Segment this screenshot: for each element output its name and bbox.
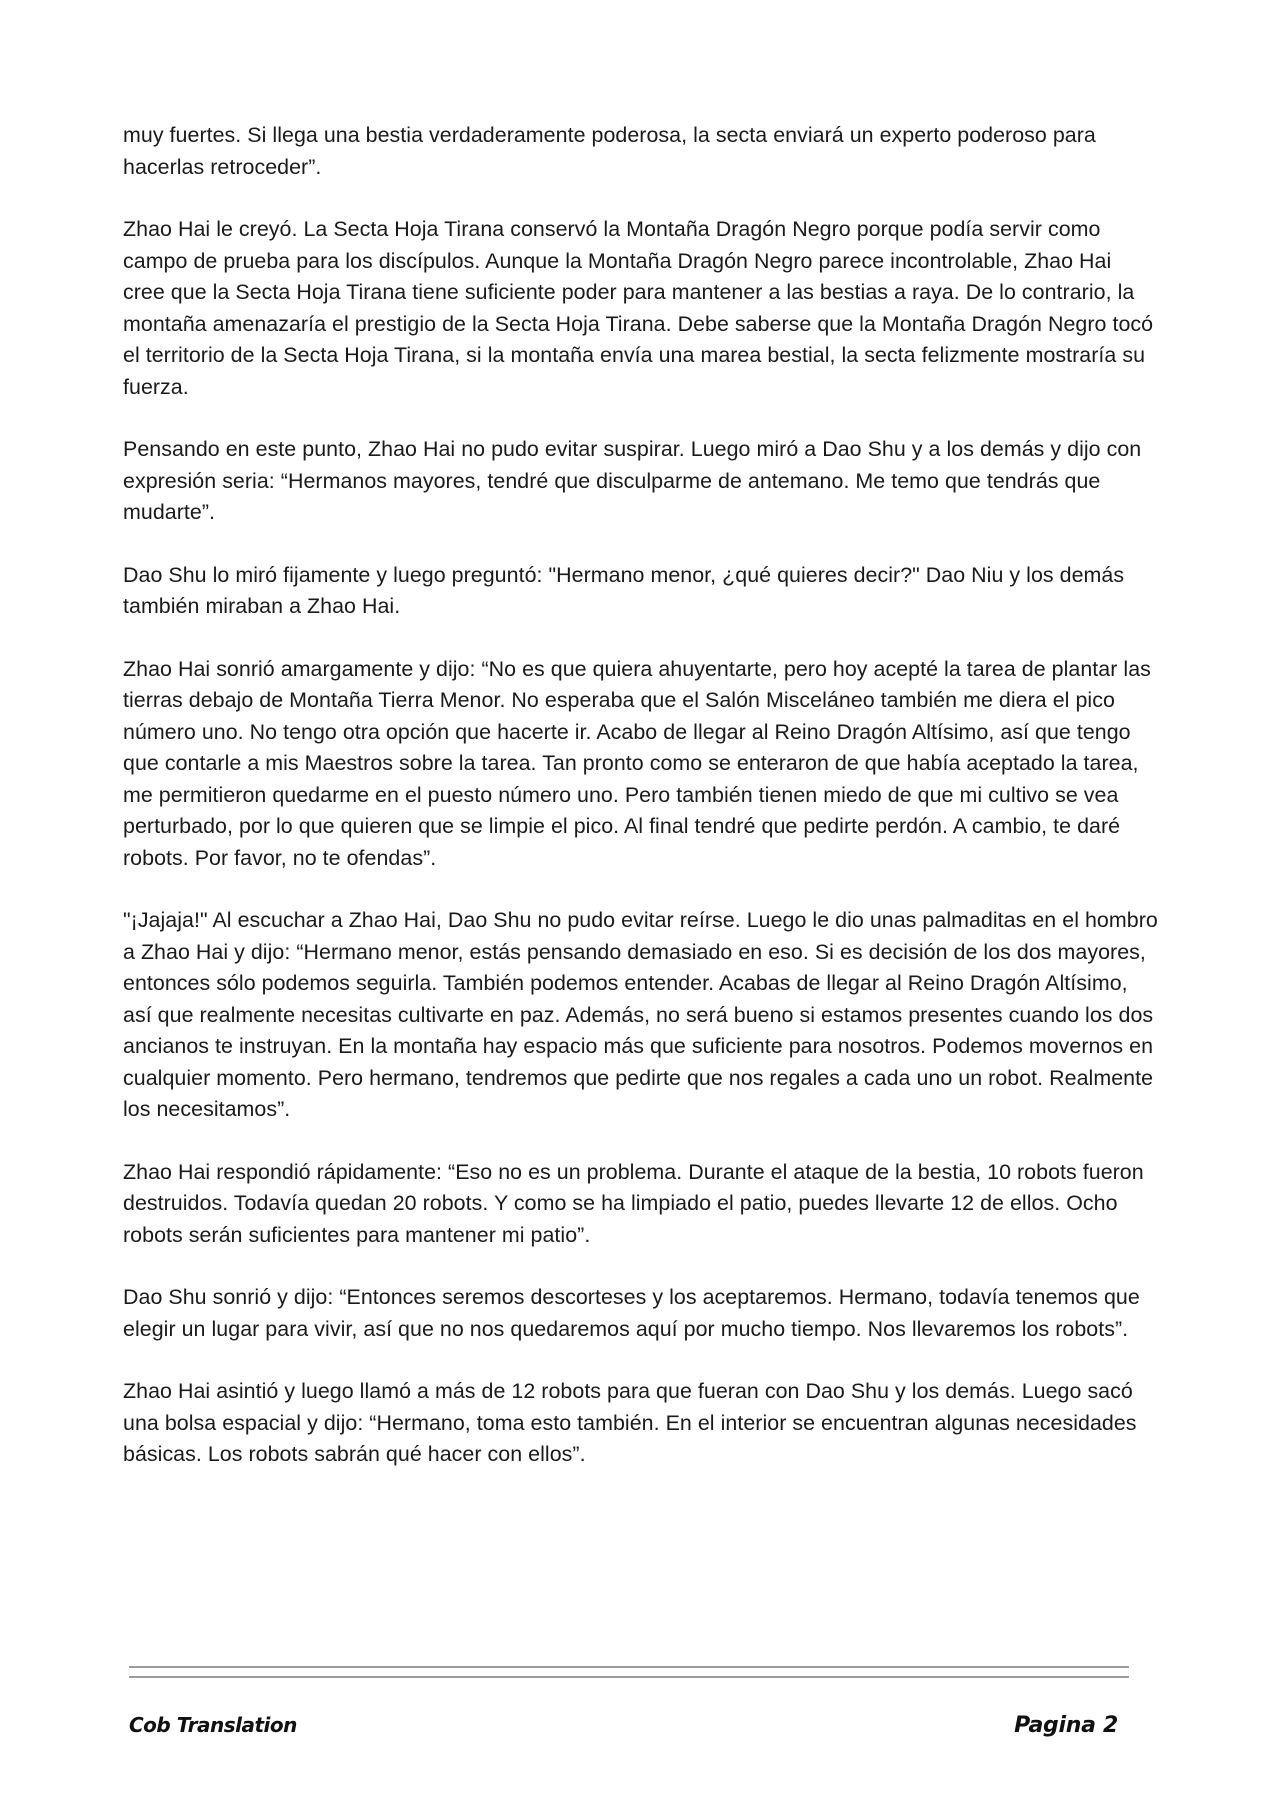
paragraph: Zhao Hai asintió y luego llamó a más de 12 robots para que fueran con Dao Shu y los demás. Luego sacó una bolsa espacial y dijo: “Hermano, toma esto también. En el interior se encuentran algunas necesidades básicas. Los robots sabrán qué hacer con ellos”. — [123, 1379, 1137, 1466]
footer-divider-top — [129, 1666, 1129, 1668]
footer-publisher: Cob Translation — [129, 1713, 297, 1737]
paragraph: Zhao Hai le creyó. La Secta Hoja Tirana conservó la Montaña Dragón Negro porque podía servir como campo de prueba para los discípulos. Aunque la Montaña Dragón Negro parece incontrolable, Zhao Hai cree que la Secta Hoja Tirana tiene suficiente poder para mantener a las bestias a raya. De lo contrario, la montaña amenazaría el prestigio de la Secta Hoja Tirana. Debe saberse que la Montaña Dragón Negro tocó el territorio de la Secta Hoja Tirana, si la montaña envía una marea bestial, la secta felizmente mostraría su fuerza. — [123, 217, 1154, 399]
paragraph: Pensando en este punto, Zhao Hai no pudo evitar suspirar. Luego miró a Dao Shu y a los demás y dijo con expresión seria: “Hermanos mayores, tendré que disculparme de antemano. Me temo que tendrás que mudarte”. — [123, 437, 1142, 524]
paragraph: Zhao Hai respondió rápidamente: “Eso no es un problema. Durante el ataque de la bestia, 10 robots fueron destruidos. Todavía quedan 20 robots. Y como se ha limpiado el patio, puedes llevarte 12 de ellos. Ocho robots serán suficientes para mantener mi patio”. — [123, 1159, 1144, 1247]
body-text — [123, 120, 1158, 1502]
paragraph: muy fuertes. Si llega una bestia verdaderamente poderosa, la secta enviará un experto poderoso para hacerlas retroceder”. — [123, 123, 1096, 179]
paragraph: Zhao Hai sonrió amargamente y dijo: “No es que quiera ahuyentarte, pero hoy acepté la tarea de plantar las tierras debajo de Montaña Tierra Menor. No esperaba que el Salón Misceláneo también me diera el pico número uno. No tengo otra opción que hacerte ir. Acabo de llegar al Reino Dragón Altísimo, así que tengo que contarle a mis Maestros sobre la tarea. Tan pronto como se enteraron de que había aceptado la tarea, me permitieron quedarme en el puesto número uno. Pero también tienen miedo de que mi cultivo se vea perturbado, por lo que quieren que se limpie el pico. Al final tendré que pedirte perdón. A cambio, te daré robots. Por favor, no te ofendas”. — [123, 656, 1151, 870]
paragraph: "¡Jajaja!" Al escuchar a Zhao Hai, Dao Shu no pudo evitar reírse. Luego le dio unas palmaditas en el hombro a Zhao Hai y dijo: “Hermano menor, estás pensando demasiado en eso. Si es decisión de los dos mayores, entonces sólo podemos seguirla. También podemos entender. Acabas de llegar al Reino Dragón Altísimo, así que realmente necesitas cultivarte en paz. Además, no será bueno si estamos presentes cuando los dos ancianos te instruyan. En la montaña hay espacio más que suficiente para nosotros. Podemos movernos en cualquier momento. Pero hermano, tendremos que pedirte que nos regales a cada uno un robot. Realmente los necesitamos”. — [123, 908, 1158, 1121]
footer-page-number: Pagina 2 — [1014, 1713, 1118, 1738]
paragraph: Dao Shu lo miró fijamente y luego preguntó: "Hermano menor, ¿qué quieres decir?" Dao Niu y los demás también miraban a Zhao Hai. — [123, 562, 1125, 618]
paragraph: Dao Shu sonrió y dijo: “Entonces seremos descorteses y los aceptaremos. Hermano, todavía tenemos que elegir un lugar para vivir, así que no nos quedaremos aquí por mucho tiempo. Nos llevaremos los robots”. — [123, 1285, 1140, 1341]
footer-divider-bottom — [129, 1676, 1129, 1678]
